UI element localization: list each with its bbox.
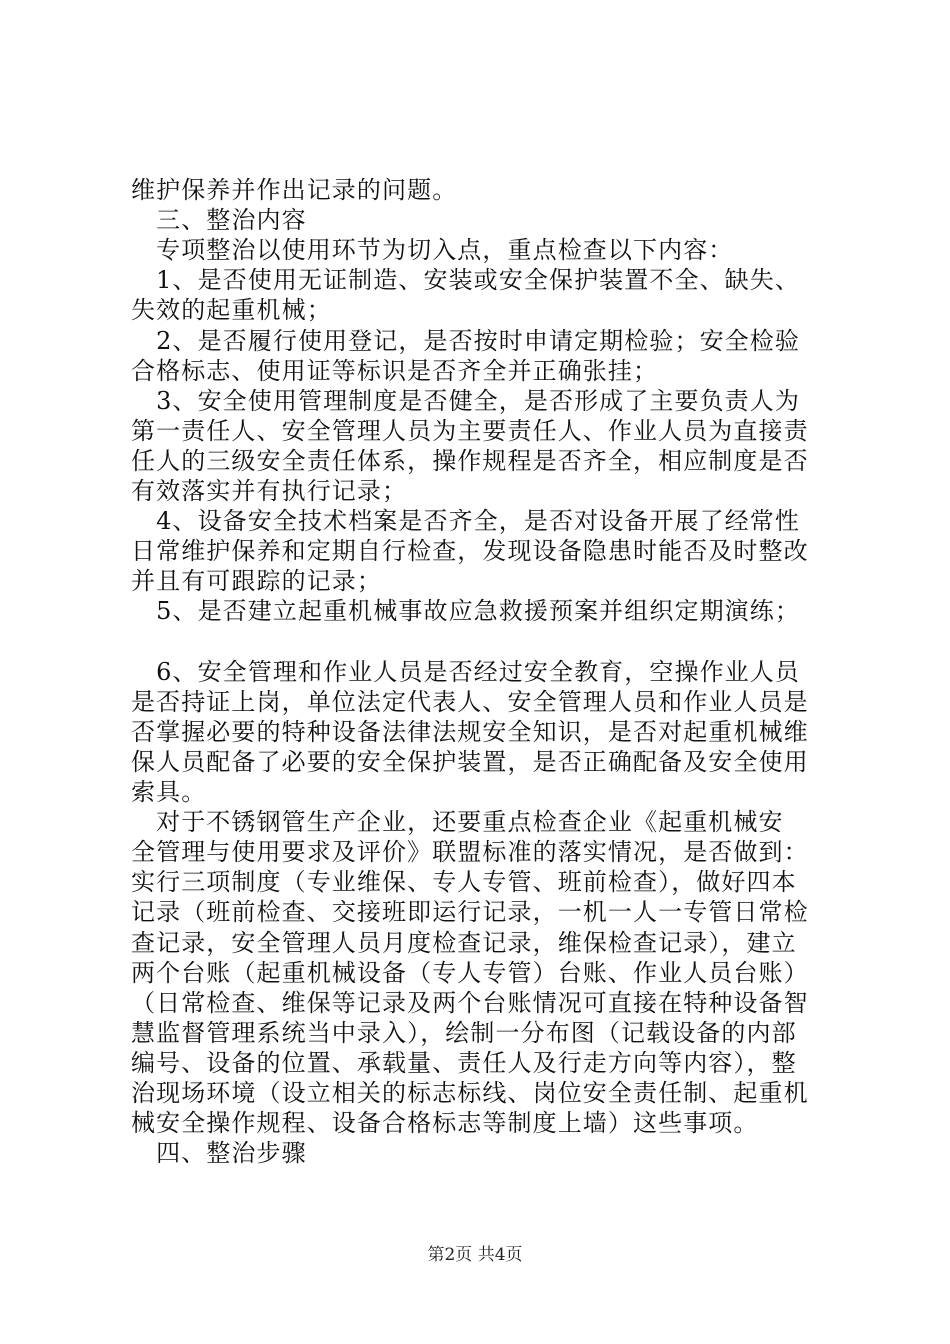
- text-line: 并且有可跟踪的记录；: [131, 567, 382, 596]
- list-item-1: 1、是否使用无证制造、安装或安全保护装置不全、缺失、: [131, 266, 800, 295]
- text-line: 任人的三级安全责任体系，操作规程是否齐全，相应制度是否: [131, 446, 809, 475]
- text-line: 是否持证上岗，单位法定代表人、安全管理人员和作业人员是: [131, 687, 809, 716]
- text-line: 两个台账（起重机械设备（专人专管）台账、作业人员台账）: [131, 958, 809, 987]
- text-line: 日常维护保养和定期自行检查，发现设备隐患时能否及时整改: [131, 537, 809, 566]
- text-line: 全管理与使用要求及评价》联盟标准的落实情况，是否做到：: [131, 838, 809, 867]
- text-line: 记录（班前检查、交接班即运行记录，一机一人一专管日常检: [131, 898, 809, 927]
- page-number: 第2页 共4页: [427, 1245, 523, 1265]
- text-line: 治现场环境（设立相关的标志标线、岗位安全责任制、起重机: [131, 1079, 809, 1107]
- text-line: 第一责任人、安全管理人员为主要责任人、作业人员为直接责: [131, 416, 809, 445]
- text-line: 实行三项制度（专业维保、专人专管、班前检查），做好四本: [131, 868, 797, 897]
- blank-line: [131, 627, 831, 657]
- text-line: 维护保养并作出记录的问题。: [131, 176, 458, 204]
- text-line: 保人员配备了必要的安全保护装置，是否正确配备及安全使用: [131, 747, 809, 776]
- list-item-2: 2、是否履行使用登记，是否按时申请定期检验；安全检验: [131, 326, 800, 355]
- list-item-6: 6、安全管理和作业人员是否经过安全教育，空操作业人员: [131, 657, 800, 686]
- text-line: 慧监督管理系统当中录入），绘制一分布图（记载设备的内部: [131, 1018, 797, 1047]
- paragraph-start: 对于不锈钢管生产企业，还要重点检查企业《起重机械安: [131, 808, 784, 837]
- list-item-3: 3、安全使用管理制度是否健全，是否形成了主要负责人为: [131, 386, 800, 415]
- section-heading: 三、整治内容: [131, 206, 307, 235]
- text-line: 有效落实并有执行记录；: [131, 477, 408, 505]
- text-line: 械安全操作规程、设备合格标志等制度上墙）这些事项。: [131, 1109, 759, 1138]
- text-line: （日常检查、维保等记录及两个台账情况可直接在特种设备智: [131, 988, 809, 1017]
- text-line: 否掌握必要的特种设备法律法规安全知识，是否对起重机械维: [131, 717, 809, 746]
- text-line: 索具。: [131, 778, 207, 806]
- list-item-4: 4、设备安全技术档案是否齐全，是否对设备开展了经常性: [131, 507, 800, 536]
- text-line: 专项整治以使用环节为切入点，重点检查以下内容：: [131, 236, 734, 265]
- text-line: 编号、设备的位置、承载量、责任人及行走方向等内容），整: [131, 1048, 797, 1077]
- list-item-5: 5、是否建立起重机械事故应急救援预案并组织定期演练；: [131, 597, 800, 626]
- section-heading: 四、整治步骤: [131, 1139, 307, 1168]
- text-line: 查记录，安全管理人员月度检查记录，维保检查记录），建立: [131, 928, 797, 957]
- text-line: 失效的起重机械；: [131, 296, 332, 325]
- text-line: 合格标志、使用证等标识是否齐全并正确张挂；: [131, 356, 659, 385]
